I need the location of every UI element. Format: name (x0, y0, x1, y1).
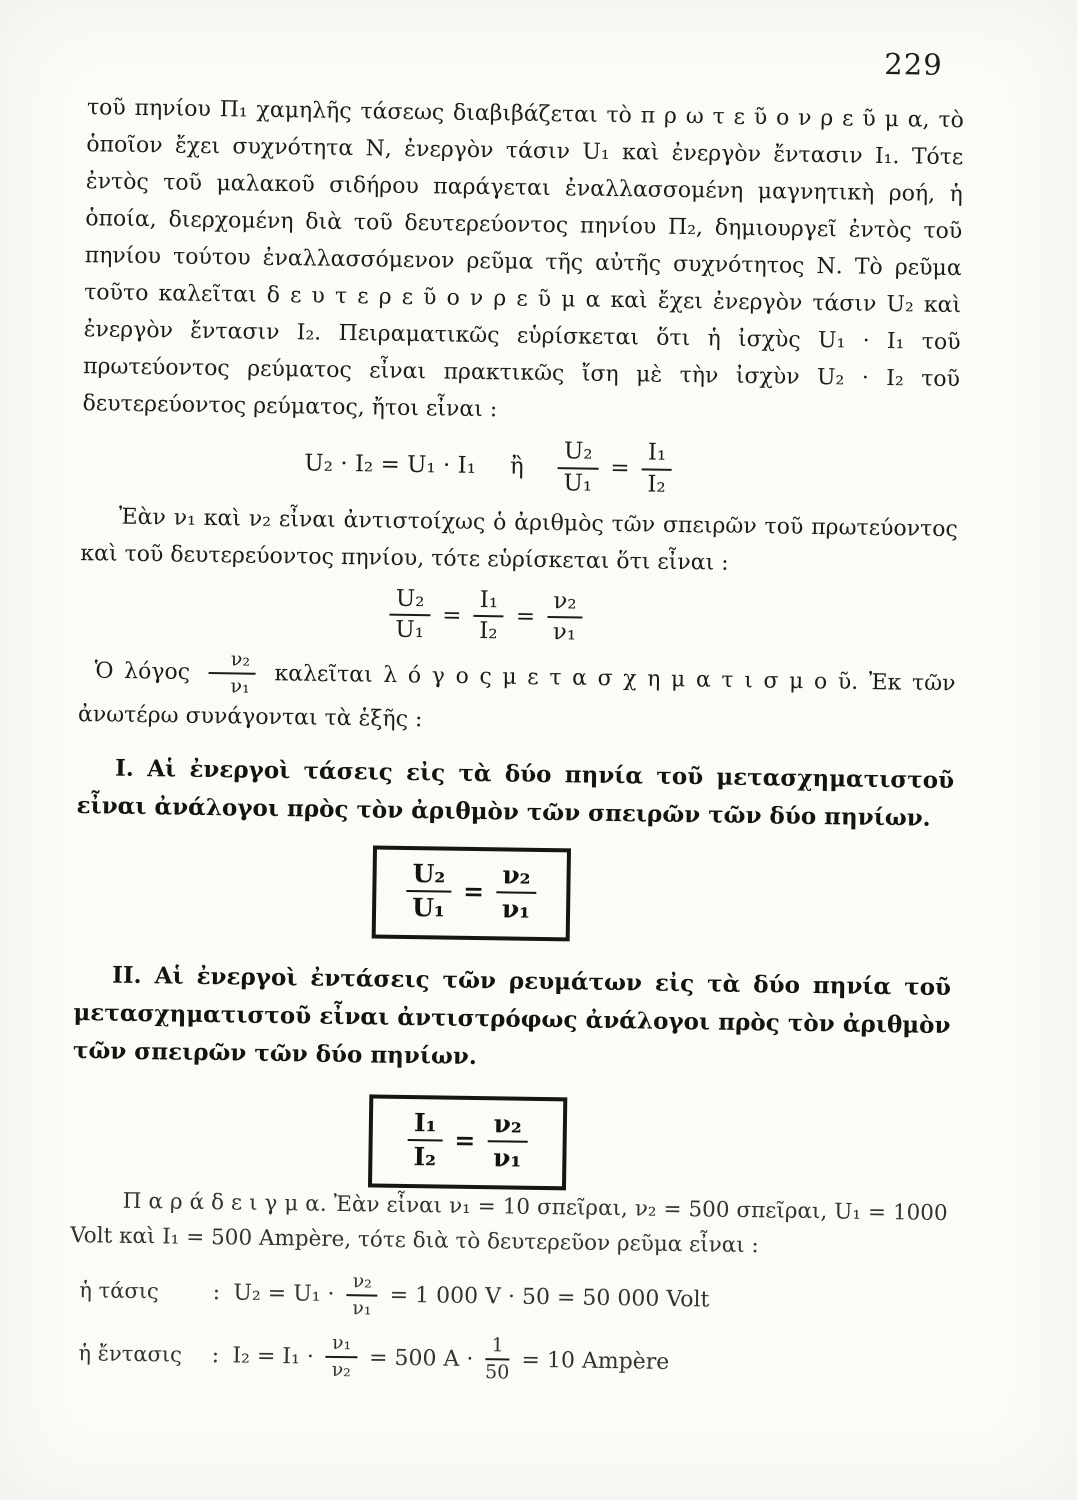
ratio-text-before: Ὁ λόγος (94, 658, 191, 685)
example-current-line (78, 1329, 946, 1390)
voltage-ratio-box (372, 845, 571, 941)
equals-sign: = (454, 1125, 476, 1156)
voltage-label: ἡ τάσις (79, 1278, 159, 1304)
example-section (68, 1183, 948, 1391)
statement-two: II. Αἱ ἐνεργοὶ ἐντάσεις τῶν ρευμάτων εἰς τὰ δύο πηνία τοῦ μετασχηματιστοῦ εἶναι ἀντιστρόφως ἀνάλογοι πρὸς τὸν ἀριθμὸν τῶν σπειρῶν τῶν δύο πηνίων. (72, 961, 952, 1070)
current-ratio-box (368, 1094, 567, 1190)
page-content (68, 34, 965, 1390)
colon-separator: : (212, 1280, 221, 1306)
example-voltage-line (79, 1267, 947, 1328)
page-number: 229 (884, 46, 943, 82)
fraction-u2-u1: $\frac{\text{U₂}}{\text{U₁}}$ (406, 859, 452, 922)
statement-one: I. Αἱ ἐνεργοὶ τάσεις εἰς τὰ δύο πηνία τοῦ μετασχηματιστοῦ εἶναι ἀνάλογοι πρὸς τὸν ἀριθμὸν τῶν σπειρῶν τῶν δύο πηνίων. (76, 754, 955, 832)
current-mid: = 500 A · (368, 1345, 474, 1372)
voltage-lhs: U₂ = U₁ · (233, 1280, 335, 1308)
fraction-n2-n1: $\frac{\text{ν₂}}{\text{ν₁}}$ (547, 589, 583, 647)
equals-sign: = (610, 455, 630, 482)
intro-paragraph: τοῦ πηνίου Π₁ χαμηλῆς τάσεως διαβιβάζεται τὸ π ρ ω τ ε ῦ ο ν ρ ε ῦ μ α, τὸ ὁποῖον ἔχει συχνότητα Ν, ἐνεργὸν τάσιν U₁ καὶ ἐνεργὸν ἔντασιν I₁. Τότε ἐντὸς τοῦ μαλακοῦ σιδήρου παράγεται ἐναλλασσομένη μαγνητικὴ ροή, ἡ ὁποία, διερχομένη διὰ τοῦ δευτερεύοντος πηνίου Π₂, δημιουργεῖ ἐντὸς τοῦ πηνίου τούτου ἐναλλασσόμενον ρεῦμα τῆς αὐτῆς συχνότητος Ν. Τὸ ρεῦμα τοῦτο καλεῖται δ ε υ τ ε ρ ε ῦ ο ν ρ ε ῦ μ α καὶ ἔχει ἐνεργὸν τάσιν U₂ καὶ ἐνεργὸν ἔντασιν I₂. Πειραματικῶς εὑρίσκεται ὅτι ἡ ἰσχὺς U₁ · I₁ τοῦ πρωτεύοντος ρεύματος εἶναι πρακτικῶς ἴση μὲ τὴν ἰσχὺν U₂ · I₂ τοῦ δευτερεύοντος ρεύματος, ἤτοι εἶναι : (82, 95, 965, 423)
example-intro: Π α ρ ά δ ε ι γ μ α. Ἐὰν εἶναι ν₁ = 10 σπεῖραι, ν₂ = 500 σπεῖραι, U₁ = 1000 Volt καὶ I₁ = 500 Ampère, τότε διὰ τὸ δευτερεῦον ρεῦμα εἶναι : (70, 1188, 948, 1258)
power-equation (49, 432, 927, 503)
transformation-ratio-paragraph (78, 647, 956, 746)
fraction-i1-i2: $\frac{\text{I₁}}{\text{I₂}}$ (641, 440, 672, 498)
turns-paragraph: Ἐὰν ν₁ καὶ ν₂ εἶναι ἀντιστοίχως ὁ ἀριθμὸς τῶν σπειρῶν τοῦ πρωτεύοντος καὶ τοῦ δευτερεύοντος πηνίου, τότε εὑρίσκεται ὅτι εἶναι : (80, 504, 958, 576)
fraction-u2-u1: $\frac{\text{U₂}}{\text{U₁}}$ (557, 439, 598, 497)
voltage-result: = 1 000 V · 50 = 50 000 Volt (389, 1283, 710, 1313)
current-lhs: I₂ = I₁ · (232, 1343, 315, 1370)
fraction-n2-n1: $\frac{\text{ν₂}}{\text{ν₁}}$ (487, 1110, 528, 1173)
or-word: ἢ (509, 453, 524, 480)
fraction-n2-n1: $\frac{\text{ν₂}}{\text{ν₁}}$ (496, 861, 537, 924)
power-equation-left: U₂ · I₂ = U₁ · I₁ (304, 450, 477, 480)
fraction-u2-u1: $\frac{\text{U₂}}{\text{U₁}}$ (389, 586, 430, 644)
ratio-equation (47, 581, 925, 652)
fraction-i1-i2: $\frac{\text{I₁}}{\text{I₂}}$ (473, 587, 504, 645)
fraction-i1-i2: $\frac{\text{I₁}}{\text{I₂}}$ (407, 1109, 443, 1172)
current-label: ἡ ἔντασις (78, 1340, 183, 1367)
equals-sign: = (462, 876, 485, 907)
equals-sign: = (442, 602, 462, 629)
fraction-n2-n1: $\frac{\text{ν₂}}{\text{ν₁}}$ (208, 649, 256, 698)
fraction-n1-n2: $\frac{\text{ν₁}}{\text{ν₂}}$ (326, 1333, 358, 1382)
current-result: = 10 Ampère (521, 1347, 670, 1375)
ratio-text-after: καλεῖται λ ό γ ο ς μ ε τ α σ χ η μ α τ ι σ μ ο ῦ. Ἐκ τῶν ἀνωτέρω συνάγονται τὰ ἑξῆς : (77, 661, 956, 732)
equals-sign: = (515, 603, 536, 630)
fraction-n2-n1: $\frac{\text{ν₂}}{\text{ν₁}}$ (346, 1271, 378, 1320)
colon-separator: : (211, 1342, 220, 1369)
fraction-1-50: $\frac{1}{50}$ (484, 1334, 510, 1384)
